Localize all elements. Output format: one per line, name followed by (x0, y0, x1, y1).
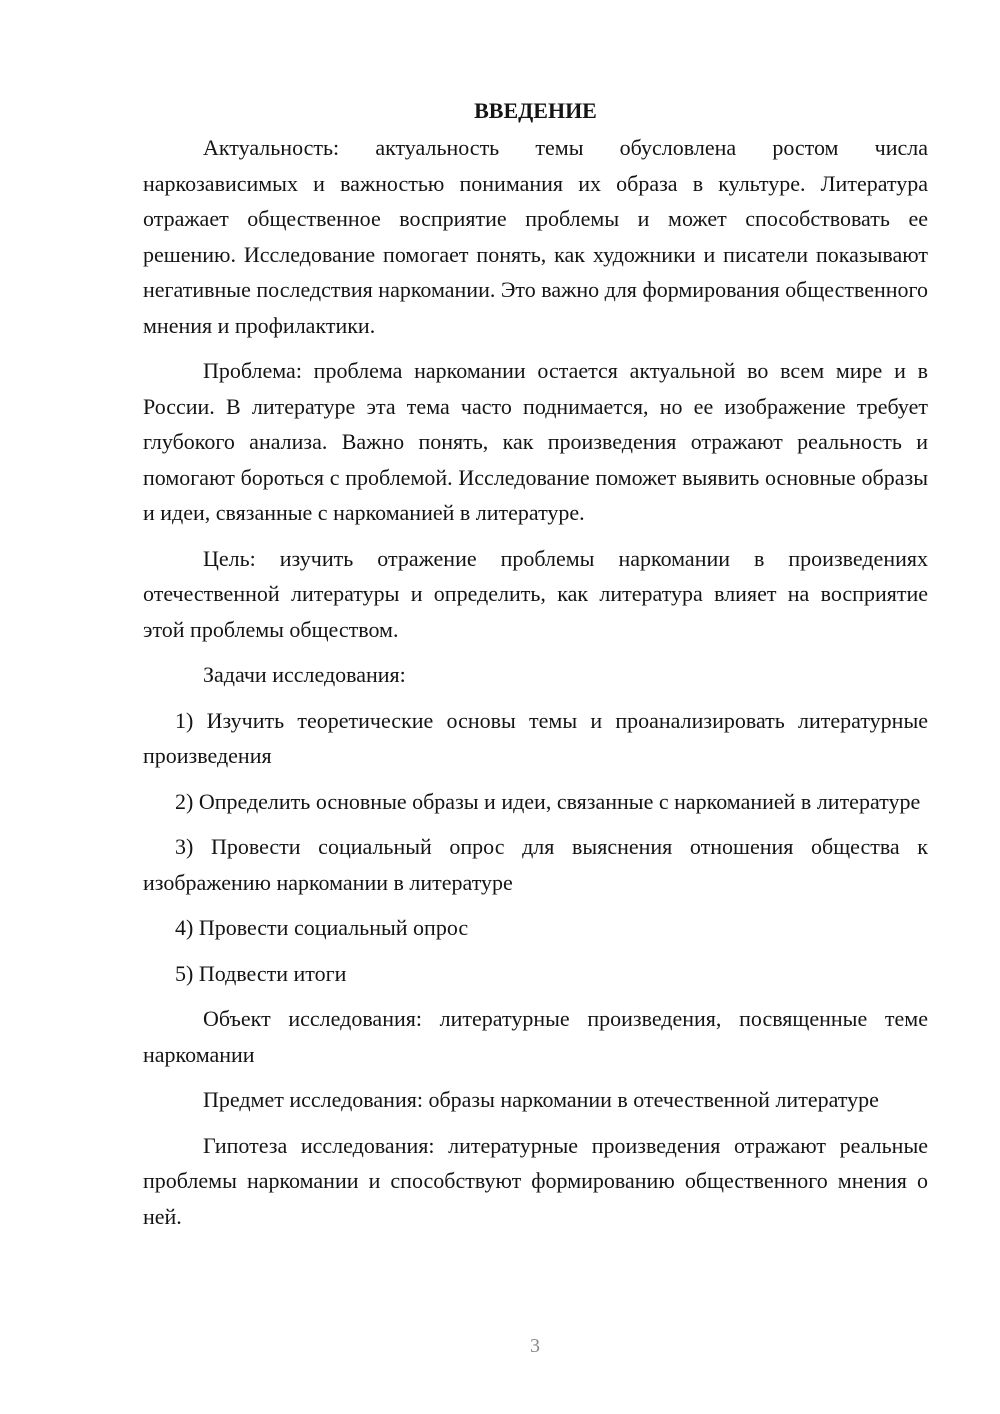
task-item-2: 2) Определить основные образы и идеи, связанные с наркоманией в литературе (175, 788, 921, 814)
task-item-3: 3) Провести социальный опрос для выяснения отношения общества к изображению наркомании в литературе (143, 834, 928, 895)
paragraph-tasks-title: Задачи исследования: (203, 662, 406, 687)
task-item-5: 5) Подвести итоги (175, 960, 347, 986)
paragraph-relevance: Актуальность: актуальность темы обусловлена ростом числа наркозависимых и важностью понимания их образа в культуре. Литература отражает общественное восприятие проблемы и может способствовать ее решению. Исследование помогает понять, как художники и писатели показывают негативные последствия наркомании. Это важно для формирования общественного мнения и профилактики. (143, 135, 928, 338)
paragraph-object: Объект исследования: литературные произведения, посвященные теме наркомании (143, 1006, 928, 1067)
section-heading: ВВЕДЕНИЕ (474, 98, 597, 123)
page-number: 3 (530, 1335, 540, 1357)
task-item-4: 4) Провести социальный опрос (175, 915, 469, 940)
paragraph-problem: Проблема: проблема наркомании остается актуальной во всем мире и в России. В литературе эта тема часто поднимается, но ее изображение требует глубокого анализа. Важно понять, как произведения отражают реальность и помогают бороться с проблемой. Исследование поможет выявить основные образы и идеи, связанные с наркоманией в литературе. (143, 358, 928, 525)
paragraph-hypothesis: Гипотеза исследования: литературные произведения отражают реальные проблемы наркомании и способствуют формированию общественного мнения о ней. (143, 1132, 928, 1229)
document-page (143, 95, 928, 1244)
paragraph-subject: Предмет исследования: образы наркомании в отечественной литературе (203, 1087, 879, 1112)
task-item-1: 1) Изучить теоретические основы темы и проанализировать литературные произведения (143, 707, 928, 768)
paragraph-goal: Цель: изучить отражение проблемы наркомании в произведениях отечественной литературы и определить, как литература влияет на восприятие этой проблемы обществом. (143, 545, 928, 642)
